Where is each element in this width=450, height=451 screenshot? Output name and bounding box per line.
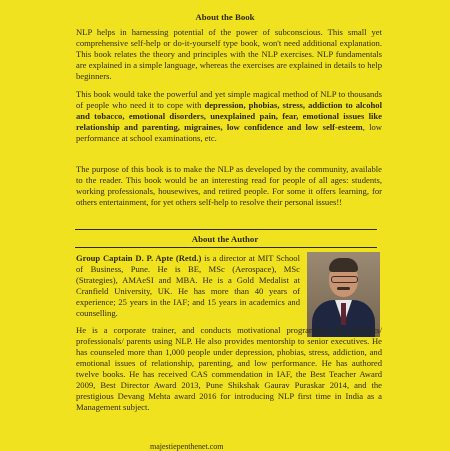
about-book-paragraph-2 [76,89,382,144]
about-author-paragraph-2: He is a corporate trainer, and conducts motivational programmes for students/ professionals/ parents using NLP. He also provides mentorship to senior executives. He has counseled more than 1,000 people under depression, phobias, stress, addiction, and emotional issues of relationship, parenting, and low performance. He has authored twelve books. He has received CAS commendation in IAF, the Best Teacher Award 2009, Best Director Award 2013, Pune Shikshak Gaurav Puraskar 2014, and the prestigious Devang Mehta award 2016 for introducing NLP first time in India as a Management subject. [76,325,382,412]
publisher-url: majestiepenthenet.com [150,442,224,451]
about-author-heading: About the Author [191,234,259,244]
about-author-paragraph-1 [76,253,300,319]
author-bio-text: is a director at MIT School of Business, Pune. He is BE, MSc (Aerospace), MSc (Strategies), AMAeSI and MBA. He is a Gold Medalist at Cranfield University, UK. He has more than 40 years of experience; 25 years in the IAF; and 15 years in academics and counselling. [76,253,300,318]
about-book-heading: About the Book [195,12,255,22]
about-book-paragraph-1: NLP helps in harnessing potential of the power of subconscious. This small yet comprehensive self-help or do-it-yourself type book, won't need additional explanation. This book relates the theory and principles with the NLP exercises. NLP fundamentals are explained in a simple language, whereas the exercises are explained in details to help beginners. [76,27,382,81]
about-book-paragraph-3: The purpose of this book is to make the NLP as developed by the community, available to the reader. This book would be an interesting read for people of all ages: students, working professionals, housewives, and retired people. For some it offers learning, for others entertainment, for yet others self-help to resolve their personal issues!! [76,164,382,207]
author-name: Group Captain D. P. Apte (Retd.) [76,253,202,263]
section-divider-top [75,229,377,230]
about-book-paragraph-2-end: , low performance at school examinations, etc. [76,122,383,143]
section-divider-bottom [75,247,377,248]
about-book-conditions-list: depression, phobias, stress, addiction to alcohol and tobacco, emotional disorders, unexplained pain, fear, emotional issues like relationship and parenting, migraines, low confidence and low self-esteem [76,100,382,132]
about-book-paragraph-2-intro: This book would take the powerful and yet simple magical method of NLP to thousands of people who need it to cope with [76,89,382,110]
